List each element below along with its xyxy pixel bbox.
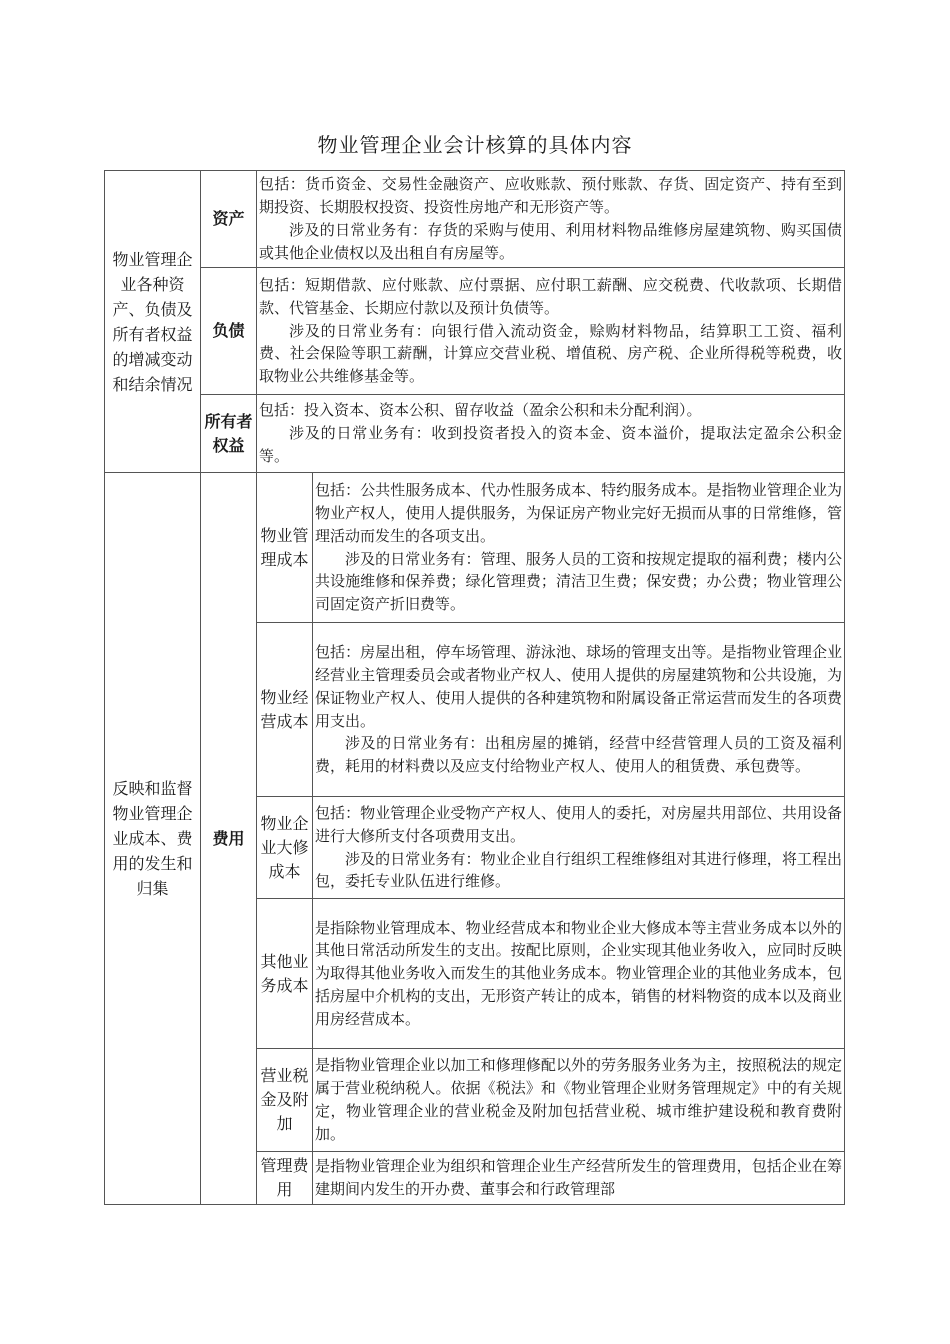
document-title: 物业管理企业会计核算的具体内容 xyxy=(317,133,633,157)
row-description-liabilities xyxy=(257,268,845,395)
includes-text: 包括：房屋出租，停车场管理、游泳池、球场的管理支出等。是指物业管理企业经营业主管理委员会或者物业产权人、使用人提供的房屋建筑物和公共设施，为保证物业产权人、使用人提供的各种建筑物和附属设备正常运营而发生的各项费用支出。 xyxy=(315,643,843,730)
row-name-management-expense: 管理费用 xyxy=(257,1152,313,1205)
table-row xyxy=(105,473,845,623)
includes-text: 包括：投入资本、资本公积、留存收益（盈余公积和未分配利润）。 xyxy=(259,401,702,420)
includes-text: 包括：物业管理企业受物产产权人、使用人的委托，对房屋共用部位、共用设备进行大修所支付各项费用支出。 xyxy=(315,803,843,845)
row-name-major-repair-cost: 物业企业大修成本 xyxy=(257,797,313,899)
row-description-other-business-cost xyxy=(313,899,845,1049)
row-name-assets: 资产 xyxy=(201,171,257,268)
table-row xyxy=(105,268,845,395)
table-row xyxy=(105,395,845,473)
row-name-other-business-cost: 其他业务成本 xyxy=(257,899,313,1049)
accounting-content-table xyxy=(104,170,845,1205)
row-description-business-tax xyxy=(313,1049,845,1152)
row-name-liabilities: 负债 xyxy=(201,268,257,395)
includes-text: 包括：公共性服务成本、代办性服务成本、特约服务成本。是指物业管理企业为物业产权人，使用人提供服务，为保证房产物业完好无损而从事的日常维修，管理活动而发生的各项支出。 xyxy=(315,481,843,545)
expense-group-label: 费用 xyxy=(201,473,257,1205)
section1-category: 物业管理企业各种资产、负债及所有者权益的增减变动和结余情况 xyxy=(105,171,201,473)
row-description-property-operating-cost xyxy=(313,623,845,797)
business-text: 涉及的日常业务有：存货的采购与使用、利用材料物品维修房屋建筑物、购买国债或其他企业债权以及出租自有房屋等。 xyxy=(259,221,843,262)
business-text: 涉及的日常业务有：出租房屋的摊销，经营中经营管理人员的工资及福利费，耗用的材料费以及应支付给物业产权人、使用人的租赁费、承包费等。 xyxy=(315,734,843,776)
row-name-property-management-cost: 物业管理成本 xyxy=(257,473,313,623)
includes-text: 包括：货币资金、交易性金融资产、应收账款、预付账款、存货、固定资产、持有至到期投资、长期股权投资、投资性房地产和无形资产等。 xyxy=(259,175,843,217)
table-row xyxy=(105,171,845,268)
section2-category: 反映和监督物业管理企业成本、费用的发生和归集 xyxy=(105,473,201,1205)
business-text: 涉及的日常业务有：向银行借入流动资金，赊购材料物品，结算职工工资、福利费、社会保险等职工薪酬，计算应交营业税、增值税、房产税、企业所得税等税费，收取物业公共维修基金等。 xyxy=(259,321,843,386)
row-description-equity xyxy=(257,395,845,473)
includes-text: 是指除物业管理成本、物业经营成本和物业企业大修成本等主营业务成本以外的其他日常活动所发生的支出。按配比原则，企业实现其他业务收入，应同时反映为取得其他业务收入而发生的其他业务成本。物业管理企业的其他业务成本，包括房屋中介机构的支出，无形资产转让的成本，销售的材料物资的成本以及商业用房经营成本。 xyxy=(315,918,843,1028)
business-text: 涉及的日常业务有：物业企业自行组织工程维修组对其进行修理，将工程出包，委托专业队伍进行维修。 xyxy=(315,849,843,891)
row-description-major-repair-cost xyxy=(313,797,845,899)
row-name-equity: 所有者权益 xyxy=(201,395,257,473)
includes-text: 是指物业管理企业为组织和管理企业生产经营所发生的管理费用，包括企业在筹建期间内发生的开办费、董事会和行政管理部 xyxy=(315,1157,843,1198)
row-description-management-expense xyxy=(313,1152,845,1205)
row-name-business-tax: 营业税金及附加 xyxy=(257,1049,313,1152)
business-text: 涉及的日常业务有：管理、服务人员的工资和按规定提取的福利费；楼内公共设施维修和保养费；绿化管理费；清洁卫生费；保安费；办公费；物业管理公司固定资产折旧费等。 xyxy=(315,549,843,614)
row-name-property-operating-cost: 物业经营成本 xyxy=(257,623,313,797)
row-description-property-management-cost xyxy=(313,473,845,623)
row-description-assets xyxy=(257,171,845,268)
includes-text: 是指物业管理企业以加工和修理修配以外的劳务服务业务为主，按照税法的规定属于营业税纳税人。依据《税法》和《物业管理企业财务管理规定》中的有关规定，物业管理企业的营业税金及附加包括营业税、城市维护建设税和教育费附加。 xyxy=(315,1056,843,1143)
business-text: 涉及的日常业务有：收到投资者投入的资本金、资本溢价，提取法定盈余公积金等。 xyxy=(259,424,843,465)
includes-text: 包括：短期借款、应付账款、应付票据、应付职工薪酬、应交税费、代收款项、长期借款、代管基金、长期应付款以及预计负债等。 xyxy=(259,276,843,317)
